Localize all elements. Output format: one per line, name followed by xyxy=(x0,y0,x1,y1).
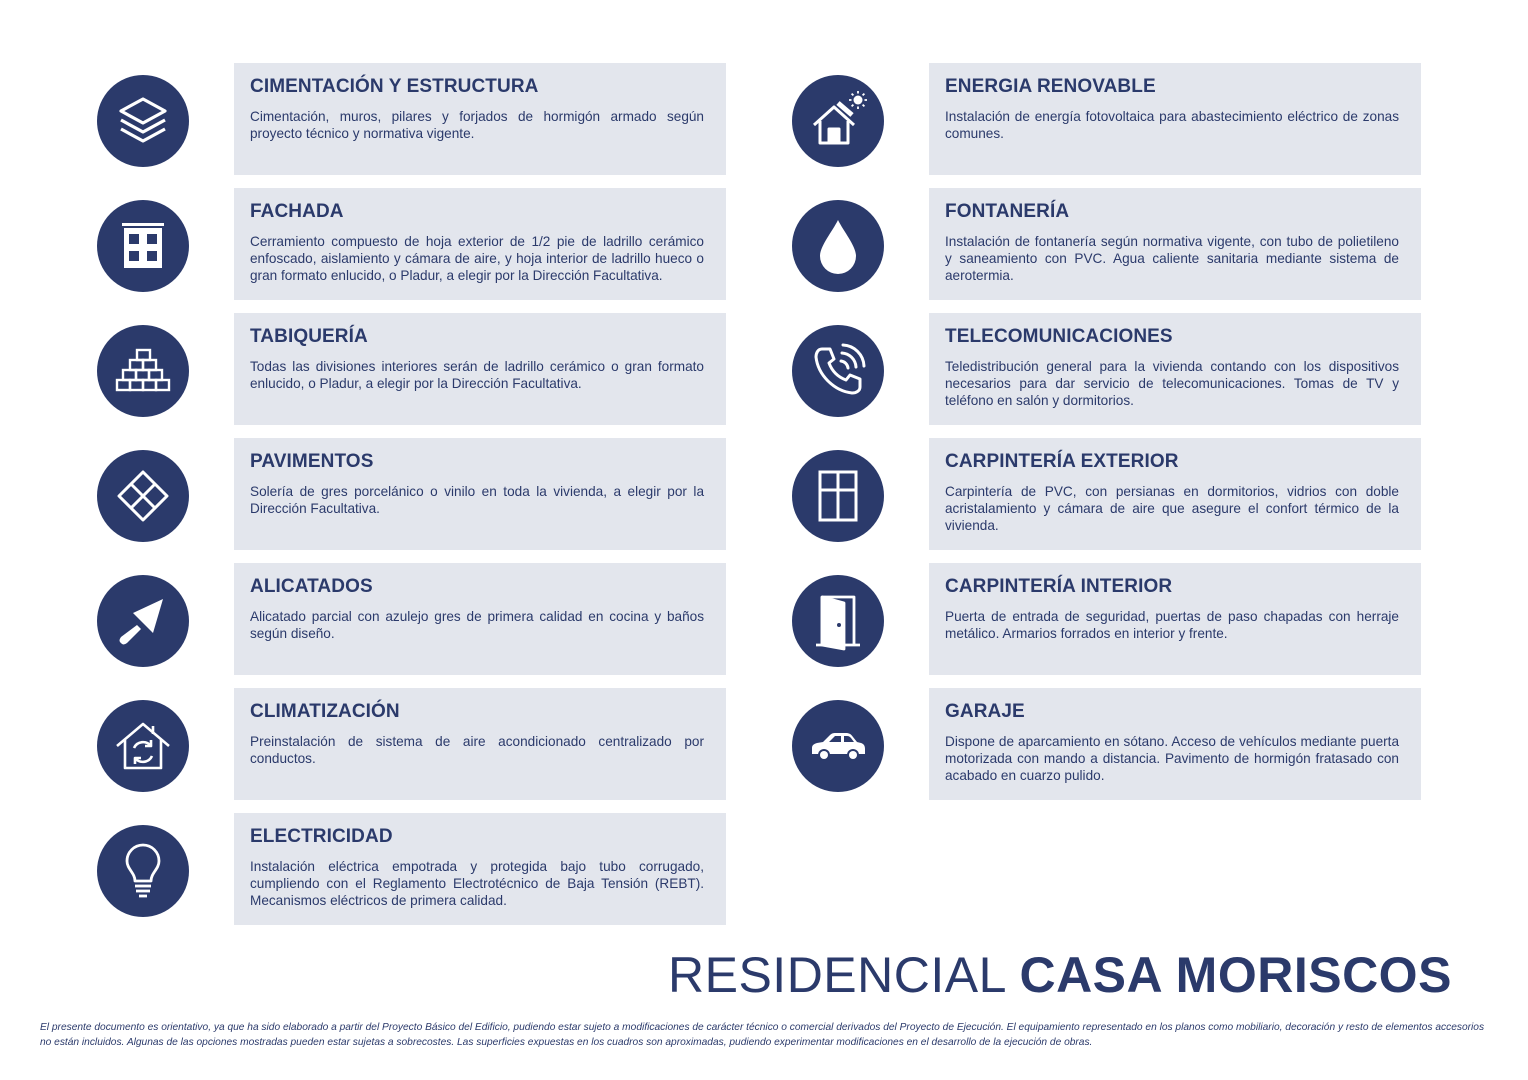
spec-item-carpinteria-exterior xyxy=(792,438,1492,550)
spec-title: CIMENTACIÓN Y ESTRUCTURA xyxy=(250,76,539,97)
spec-box xyxy=(234,313,726,425)
spec-title: ALICATADOS xyxy=(250,576,373,597)
spec-item-fontaneria xyxy=(792,188,1492,300)
house-climate-icon xyxy=(97,700,189,792)
floor-tiles-icon xyxy=(97,450,189,542)
spec-box xyxy=(929,313,1421,425)
spec-item-alicatados xyxy=(97,563,797,675)
spec-title: CLIMATIZACIÓN xyxy=(250,701,400,722)
spec-box xyxy=(234,438,726,550)
spec-text: Dispone de aparcamiento en sótano. Acceso de vehículos mediante puerta motorizada con mando a distancia. Pavimento de hormigón fratasado con acabado en cuarzo pulido. xyxy=(945,734,1399,783)
car-icon xyxy=(792,700,884,792)
spec-text: Instalación de energía fotovoltaica para abastecimiento eléctrico de zonas comunes. xyxy=(945,109,1399,141)
window-icon xyxy=(792,450,884,542)
spec-text: Solería de gres porcelánico o vinilo en toda la vivienda, a elegir por la Dirección Facultativa. xyxy=(250,484,704,516)
spec-title: ENERGIA RENOVABLE xyxy=(945,76,1156,97)
spec-item-energia-renovable xyxy=(792,63,1492,175)
spec-box xyxy=(234,563,726,675)
spec-box xyxy=(929,438,1421,550)
spec-text: Carpintería de PVC, con persianas en dormitorios, vidrios con doble acristalamiento y cámara de aire que asegure el confort térmico de la vivienda. xyxy=(945,484,1399,533)
spec-title: CARPINTERÍA INTERIOR xyxy=(945,576,1173,597)
spec-title: FACHADA xyxy=(250,201,344,222)
spec-title: TELECOMUNICACIONES xyxy=(945,326,1173,347)
spec-box xyxy=(929,563,1421,675)
spec-item-garaje xyxy=(792,688,1492,800)
spec-item-climatizacion xyxy=(97,688,797,800)
spec-item-tabiqueria xyxy=(97,313,797,425)
spec-text: Instalación de fontanería según normativa vigente, con tubo de polietileno y saneamiento con PVC. Agua caliente sanitaria mediante sistema de aerotermia. xyxy=(945,234,1399,283)
spec-title: PAVIMENTOS xyxy=(250,451,374,472)
brand-title xyxy=(668,946,1452,1004)
spec-box xyxy=(929,188,1421,300)
spec-text: Teledistribución general para la vivienda contando con los dispositivos necesarios para dar servicio de telecomunicaciones. Tomas de TV y teléfono en salón y dormitorios. xyxy=(945,359,1399,408)
legal-disclaimer: El presente documento es orientativo, ya que ha sido elaborado a partir del Proyecto Básico del Edificio, pudiendo estar sujeto a modificaciones de carácter técnico o comercial derivados del Proyecto de Ejecución. El equipamiento representado en los planos como mobiliario, decoración y resto de elementos accesorios no están incluidos. Algunas de las opciones mostradas pueden estar sujetas a sobrecostes. Las superficies expuestas en los cuadros son aproximadas, pudiendo experimentar modificaciones en el desarrollo de la ejecución de obras. xyxy=(40,1022,1485,1048)
spec-title: FONTANERÍA xyxy=(945,201,1070,222)
spec-item-pavimentos xyxy=(97,438,797,550)
spec-box xyxy=(929,688,1421,800)
spec-text: Instalación eléctrica empotrada y protegida bajo tubo corrugado, cumpliendo con el Reglamento Electrotécnico de Baja Tensión (REBT). Mecanismos eléctricos de primera calidad. xyxy=(250,859,704,908)
spec-title: ELECTRICIDAD xyxy=(250,826,393,847)
spec-box xyxy=(929,63,1421,175)
spec-text: Todas las divisiones interiores serán de ladrillo cerámico o gran formato enlucido, o Pladur, a elegir por la Dirección Facultativa. xyxy=(250,359,704,391)
spec-text: Cimentación, muros, pilares y forjados de hormigón armado según proyecto técnico y normativa vigente. xyxy=(250,109,704,141)
spec-box xyxy=(234,813,726,925)
spec-box xyxy=(234,688,726,800)
spec-text: Alicatado parcial con azulejo gres de primera calidad en cocina y baños según diseño. xyxy=(250,609,704,641)
spec-text: Cerramiento compuesto de hoja exterior de 1/2 pie de ladrillo cerámico enfoscado, aislamiento y cámara de aire, y hoja interior de ladrillo hueco o gran formato enlucido, o Pladur, a elegir por la Dirección Facultativa. xyxy=(250,234,704,283)
spec-text: Puerta de entrada de seguridad, puertas de paso chapadas con herraje metálico. Armarios forrados en interior y frente. xyxy=(945,609,1399,641)
facade-icon xyxy=(97,200,189,292)
spec-box xyxy=(234,188,726,300)
phone-icon xyxy=(792,325,884,417)
brand-title-light: RESIDENCIAL xyxy=(668,947,1020,1003)
spec-title: CARPINTERÍA EXTERIOR xyxy=(945,451,1179,472)
spec-title: GARAJE xyxy=(945,701,1025,722)
door-icon xyxy=(792,575,884,667)
solar-house-icon xyxy=(792,75,884,167)
brand-title-bold: CASA MORISCOS xyxy=(1019,947,1452,1003)
trowel-icon xyxy=(97,575,189,667)
spec-title: TABIQUERÍA xyxy=(250,326,368,347)
spec-item-fachada xyxy=(97,188,797,300)
spec-item-carpinteria-interior xyxy=(792,563,1492,675)
spec-box xyxy=(234,63,726,175)
spec-text: Preinstalación de sistema de aire acondicionado centralizado por conductos. xyxy=(250,734,704,766)
bricks-icon xyxy=(97,325,189,417)
layers-icon xyxy=(97,75,189,167)
spec-item-telecomunicaciones xyxy=(792,313,1492,425)
lightbulb-icon xyxy=(97,825,189,917)
spec-item-electricidad xyxy=(97,813,797,925)
water-drop-icon xyxy=(792,200,884,292)
spec-item-cimentacion xyxy=(97,63,797,175)
